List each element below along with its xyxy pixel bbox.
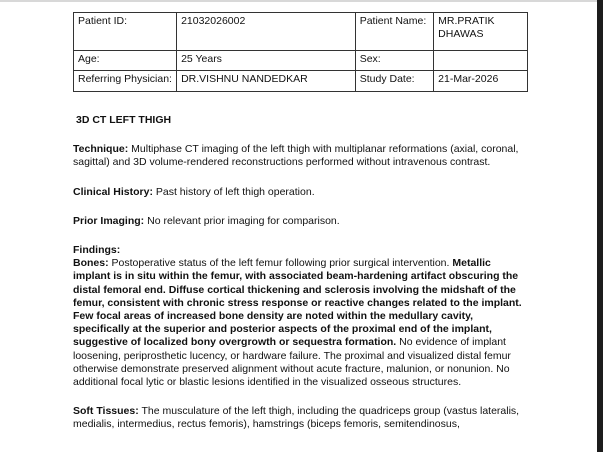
physician-label: Referring Physician: — [74, 71, 177, 92]
prior-imaging-section — [73, 215, 531, 228]
sex-value — [434, 51, 528, 71]
bones-text-intro: Postoperative status of the left femur following prior surgical intervention. — [108, 257, 453, 270]
soft-tissues-section — [73, 405, 531, 431]
table-row — [74, 13, 528, 51]
prior-imaging-text: No relevant prior imaging for comparison. — [144, 214, 340, 227]
patient-name-label: Patient Name: — [355, 13, 433, 51]
clinical-history-label: Clinical History: — [73, 185, 153, 198]
report-title: 3D CT LEFT THIGH — [76, 114, 172, 126]
prior-imaging-label: Prior Imaging: — [73, 214, 145, 227]
clinical-history-text: Past history of left thigh operation. — [152, 185, 315, 198]
bones-section — [73, 257, 531, 389]
table-row — [74, 71, 528, 92]
physician-value: DR.VISHNU NANDEDKAR — [177, 71, 356, 92]
technique-label: Technique: — [73, 143, 129, 156]
age-value: 25 Years — [177, 51, 356, 71]
bones-label: Bones: — [73, 257, 109, 270]
patient-id-value: 21032026002 — [177, 13, 356, 51]
technique-section — [73, 143, 531, 169]
age-label: Age: — [74, 51, 177, 71]
study-date-value: 21-Mar-2026 — [434, 71, 528, 92]
clinical-history-section — [73, 186, 531, 199]
patient-info-table — [73, 12, 528, 92]
bones-text-rest: No evidence of implant loosening, periprosthetic lucency, or hardware failure. The proximal and visualized distal femur otherwise demonstrate preserved alignment without acute fracture, malunion, or nonunion. No additional focal lytic or blastic lesions identified in the visualized osseous structures. — [73, 336, 511, 389]
soft-tissues-text: The musculature of the left thigh, including the quadriceps group (vastus lateralis, medialis, intermedius, rectus femoris), hamstrings (biceps femoris, semitendinosus, — [73, 405, 520, 431]
soft-tissues-label: Soft Tissues: — [73, 405, 139, 418]
table-row — [74, 51, 528, 71]
technique-text: Multiphase CT imaging of the left thigh with multiplanar reformations (axial, coronal, sagittal) and 3D volume-rendered reconstructions performed without intravenous contrast. — [73, 143, 519, 169]
patient-id-label: Patient ID: — [74, 13, 177, 51]
bones-text-bold: Metallic implant is in situ within the femur, with associated beam-hardening artifact obscuring the distal femoral end. Diffuse cortical thickening and sclerosis involving the midshaft of the femur, consistent with chronic stress response or reactive changes related to the implant. Few focal areas of increased bone density are noted within the medullary cavity, specifically at the superior and posterior aspects of the proximal end of the implant, suggestive of localized bony overgrowth or sequestra formation. — [73, 257, 522, 349]
report-body — [73, 114, 531, 432]
study-date-label: Study Date: — [355, 71, 433, 92]
findings-heading: Findings: — [73, 244, 121, 257]
viewer-edge — [597, 0, 603, 452]
patient-name-value: MR.PRATIK DHAWAS — [434, 13, 528, 51]
sex-label: Sex: — [355, 51, 433, 71]
